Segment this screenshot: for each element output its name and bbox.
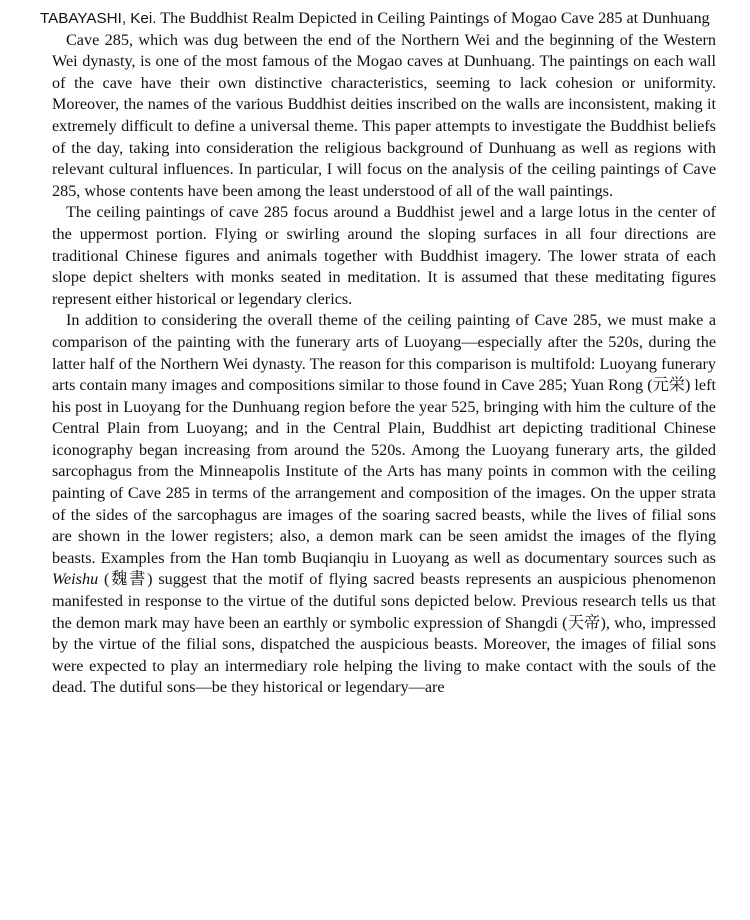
paragraph-text: Cave 285, which was dug between the end of the Northern Wei and the beginning of the Western Wei dynasty, is one of the most famous of the Mogao caves at Dunhuang. The paintings on each wall of the cave have their own distinctive characteristics, seeming to lack cohesion or uniformity. Moreover, the names of the various Buddhist deities inscribed on the walls are inconsistent, making it extremely difficult to define a universal theme. This paper attempts to investigate the Buddhist beliefs of the day, taking into consideration the religious background of Dunhuang as well as regions with relevant cultural influences. In particular, I will focus on the analysis of the ceiling paintings of Cave 285, whose contents have been among the least understood of all of the wall paintings.	[52, 30, 716, 200]
abstract-paragraph-2	[40, 202, 716, 310]
paragraph-text: In addition to considering the overall theme of the ceiling painting of Cave 285, we must make a comparison of the painting with the funerary arts of Luoyang—especially after the 520s, during the latter half of the Northern Wei dynasty. The reason for this comparison is multifold: Luoyang funerary arts contain many images and compositions similar to those found in Cave 285; Yuan Rong (元栄) left his post in Luoyang for the Dunhuang region before the year 525, bringing with him the culture of the Central Plain from Luoyang; and in the Central Plain, Buddhist art depicting traditional Chinese iconography began increasing from around the 520s. Among the Luoyang funerary arts, the gilded sarcophagus from the Minneapolis Institute of the Arts has many points in common with the ceiling painting of Cave 285 in terms of the arrangement and composition of the images. On the upper strata of the sides of the sarcophagus are images of the soaring sacred beasts, while the lives of filial sons are shown in the lower registers; also, a demon mark can be seen amidst the images of the flying beasts. Examples from the Han tomb Buqianqiu in Luoyang as well as documentary sources such as	[52, 311, 716, 567]
paper-title: The Buddhist Realm Depicted in Ceiling Paintings of Mogao Cave 285 at Dunhuang	[160, 9, 710, 27]
abstract-paragraph-3	[40, 310, 716, 699]
abstract-heading	[40, 8, 716, 30]
paragraph-text: The ceiling paintings of cave 285 focus around a Buddhist jewel and a large lotus in the center of the uppermost portion. Flying or swirling around the sloping surfaces in all four directions are traditional Chinese figures and animals together with Buddhist imagery. The lower strata of each slope depict shelters with monks seated in meditation. It is assumed that these meditating figures represent either historical or legendary clerics.	[52, 203, 716, 308]
abstract-paragraph-1	[40, 30, 716, 203]
paragraph-text-continued: (魏書) suggest that the motif of flying sacred beasts represents an auspicious phenomenon manifested in response to the virtue of the dutiful sons depicted below. Previous research tells us that the demon mark may have been an earthly or symbolic expression of Shangdi (天帝), who, impressed by the virtue of the filial sons, dispatched the auspicious beasts. Moreover, the images of filial sons were expected to play an intermediary role helping the living to make contact with the souls of the dead. The dutiful sons—be they historical or legendary—are	[52, 570, 716, 697]
document-page	[40, 8, 716, 699]
italic-title: Weishu	[52, 570, 99, 589]
author-name: TABAYASHI, Kei.	[40, 10, 157, 27]
